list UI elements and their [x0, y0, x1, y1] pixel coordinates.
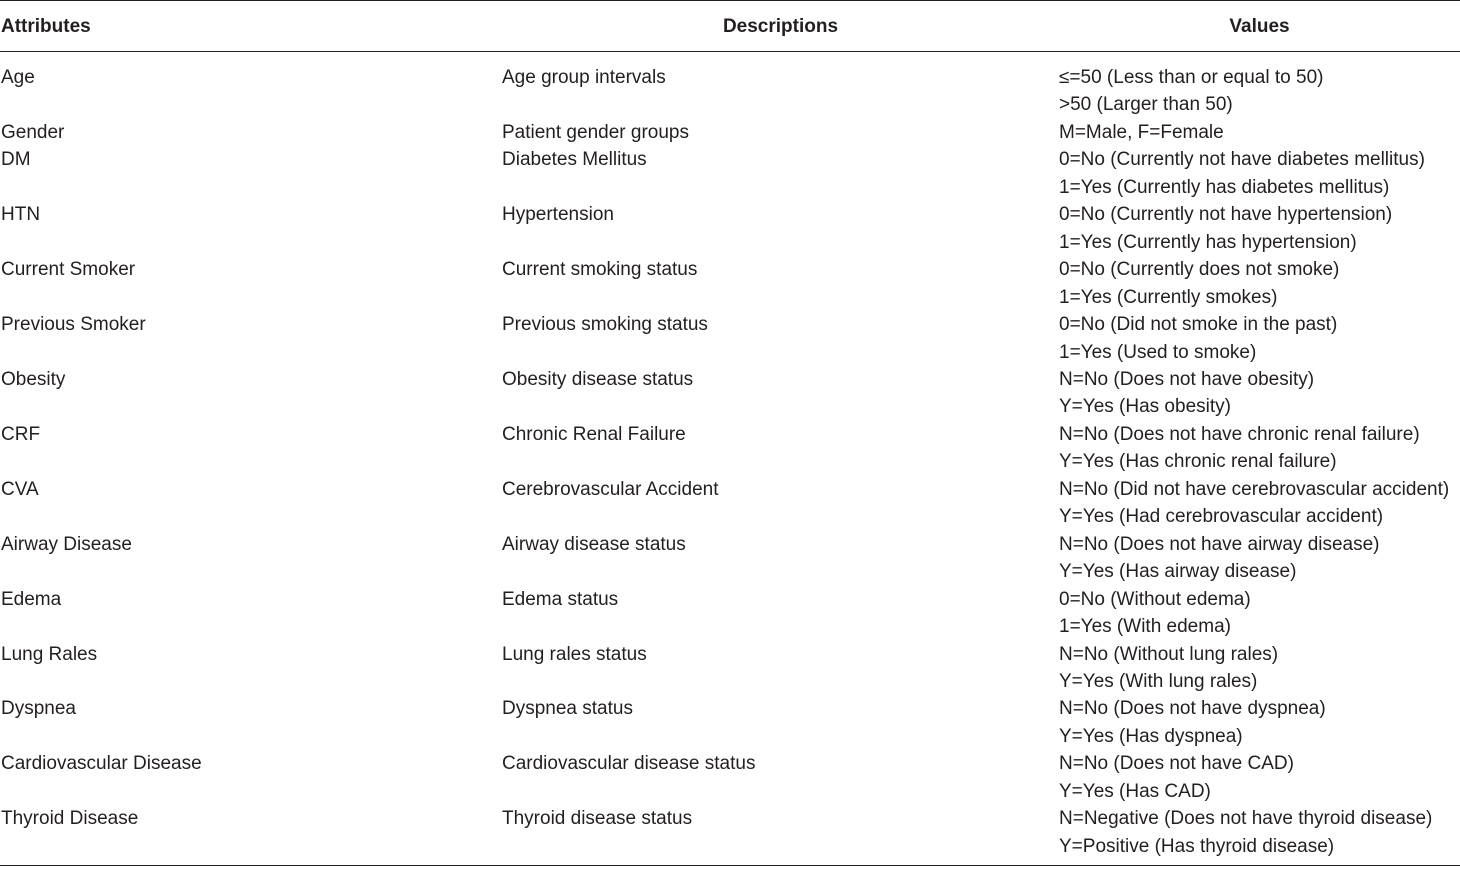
header-descriptions: Descriptions — [722, 15, 839, 37]
table-row — [0, 586, 1460, 641]
attribute-cell: CRF — [1, 423, 41, 445]
values-cell — [1059, 695, 1460, 750]
table-row — [0, 119, 1460, 146]
values-cell — [1059, 119, 1460, 146]
header-attributes: Attributes — [1, 15, 91, 37]
table-row — [0, 476, 1460, 531]
values-cell — [1059, 476, 1460, 531]
values-cell — [1059, 311, 1460, 366]
attribute-cell: Cardiovascular Disease — [1, 753, 202, 775]
value-line: N=No (Does not have airway disease) — [1059, 533, 1380, 555]
attribute-cell: Age — [1, 67, 35, 88]
value-line: ≤=50 (Less than or equal to 50) — [1059, 67, 1324, 88]
description-cell: Cerebrovascular Accident — [502, 478, 719, 500]
values-cell — [1059, 586, 1460, 641]
description-cell: Diabetes Mellitus — [502, 149, 647, 171]
description-cell: Current smoking status — [502, 259, 698, 281]
table-row — [0, 311, 1460, 366]
attribute-cell: Thyroid Disease — [1, 808, 139, 830]
values-cell — [1059, 641, 1460, 696]
table-row — [0, 421, 1460, 476]
value-line: >50 (Larger than 50) — [1059, 94, 1233, 116]
value-line: N=No (Did not have cerebrovascular accident) — [1059, 478, 1450, 500]
values-cell — [1059, 366, 1460, 421]
value-line: Y=Yes (Has obesity) — [1059, 396, 1231, 418]
attribute-cell: Gender — [1, 121, 65, 143]
description-cell: Hypertension — [502, 204, 614, 226]
values-cell — [1059, 805, 1460, 865]
table-row — [0, 531, 1460, 586]
value-line: Y=Yes (Has CAD) — [1059, 780, 1211, 802]
value-line: 0=No (Without edema) — [1059, 588, 1251, 610]
table-row — [0, 805, 1460, 865]
values-cell — [1059, 750, 1460, 805]
description-cell: Previous smoking status — [502, 314, 708, 336]
value-line: Y=Yes (With lung rales) — [1059, 670, 1258, 692]
table-header — [0, 1, 1460, 52]
value-line: N=No (Without lung rales) — [1059, 643, 1279, 665]
value-line: N=Negative (Does not have thyroid disease) — [1059, 808, 1433, 830]
values-cell — [1059, 531, 1460, 586]
header-row — [0, 1, 1460, 52]
description-cell: Dyspnea status — [502, 698, 633, 720]
table-row — [0, 52, 1460, 119]
table-row — [0, 201, 1460, 256]
header-values: Values — [1229, 15, 1290, 37]
description-cell: Age group intervals — [502, 67, 666, 88]
values-cell — [1059, 201, 1460, 256]
attribute-cell: Airway Disease — [1, 533, 132, 555]
description-cell: Cardiovascular disease status — [502, 753, 756, 775]
attribute-cell: Current Smoker — [1, 259, 136, 281]
table-body — [0, 52, 1460, 866]
description-cell: Airway disease status — [502, 533, 686, 555]
value-line: 1=Yes (Currently has diabetes mellitus) — [1059, 176, 1390, 198]
table-row — [0, 366, 1460, 421]
value-line: Y=Yes (Has chronic renal failure) — [1059, 451, 1337, 473]
value-line: 0=No (Currently not have diabetes mellitus) — [1059, 149, 1425, 171]
value-line: 1=Yes (Currently has hypertension) — [1059, 231, 1357, 253]
description-cell: Chronic Renal Failure — [502, 423, 686, 445]
values-cell — [1059, 52, 1460, 119]
table-row — [0, 750, 1460, 805]
value-line: N=No (Does not have obesity) — [1059, 368, 1315, 390]
values-cell — [1059, 421, 1460, 476]
attribute-cell: DM — [1, 149, 31, 171]
table-row — [0, 146, 1460, 201]
description-cell: Lung rales status — [502, 643, 647, 665]
description-cell: Edema status — [502, 588, 619, 610]
description-cell: Obesity disease status — [502, 368, 694, 390]
attribute-cell: Lung Rales — [1, 643, 98, 665]
attribute-cell: Edema — [1, 588, 62, 610]
values-cell — [1059, 256, 1460, 311]
value-line: M=Male, F=Female — [1059, 121, 1224, 143]
attribute-cell: CVA — [1, 478, 39, 500]
value-line: 1=Yes (Currently smokes) — [1059, 286, 1278, 308]
attribute-cell: Previous Smoker — [1, 314, 146, 336]
description-cell: Patient gender groups — [502, 121, 689, 143]
values-cell — [1059, 146, 1460, 201]
attribute-cell: Dyspnea — [1, 698, 76, 720]
attribute-cell: Obesity — [1, 368, 66, 390]
value-line: Y=Yes (Has airway disease) — [1059, 561, 1297, 583]
value-line: 0=No (Did not smoke in the past) — [1059, 314, 1338, 336]
value-line: 0=No (Currently not have hypertension) — [1059, 204, 1393, 226]
value-line: N=No (Does not have chronic renal failure) — [1059, 423, 1420, 445]
value-line: Y=Yes (Had cerebrovascular accident) — [1059, 506, 1384, 528]
value-line: 0=No (Currently does not smoke) — [1059, 259, 1340, 281]
attribute-cell: HTN — [1, 204, 41, 226]
value-line: N=No (Does not have CAD) — [1059, 753, 1294, 775]
description-cell: Thyroid disease status — [502, 808, 693, 830]
table-row — [0, 256, 1460, 311]
value-line: N=No (Does not have dyspnea) — [1059, 698, 1326, 720]
table-row — [0, 695, 1460, 750]
value-line: Y=Yes (Has dyspnea) — [1059, 725, 1243, 747]
table-row — [0, 641, 1460, 696]
value-line: Y=Positive (Has thyroid disease) — [1059, 835, 1335, 857]
value-line: 1=Yes (Used to smoke) — [1059, 341, 1257, 363]
value-line: 1=Yes (With edema) — [1059, 616, 1231, 638]
